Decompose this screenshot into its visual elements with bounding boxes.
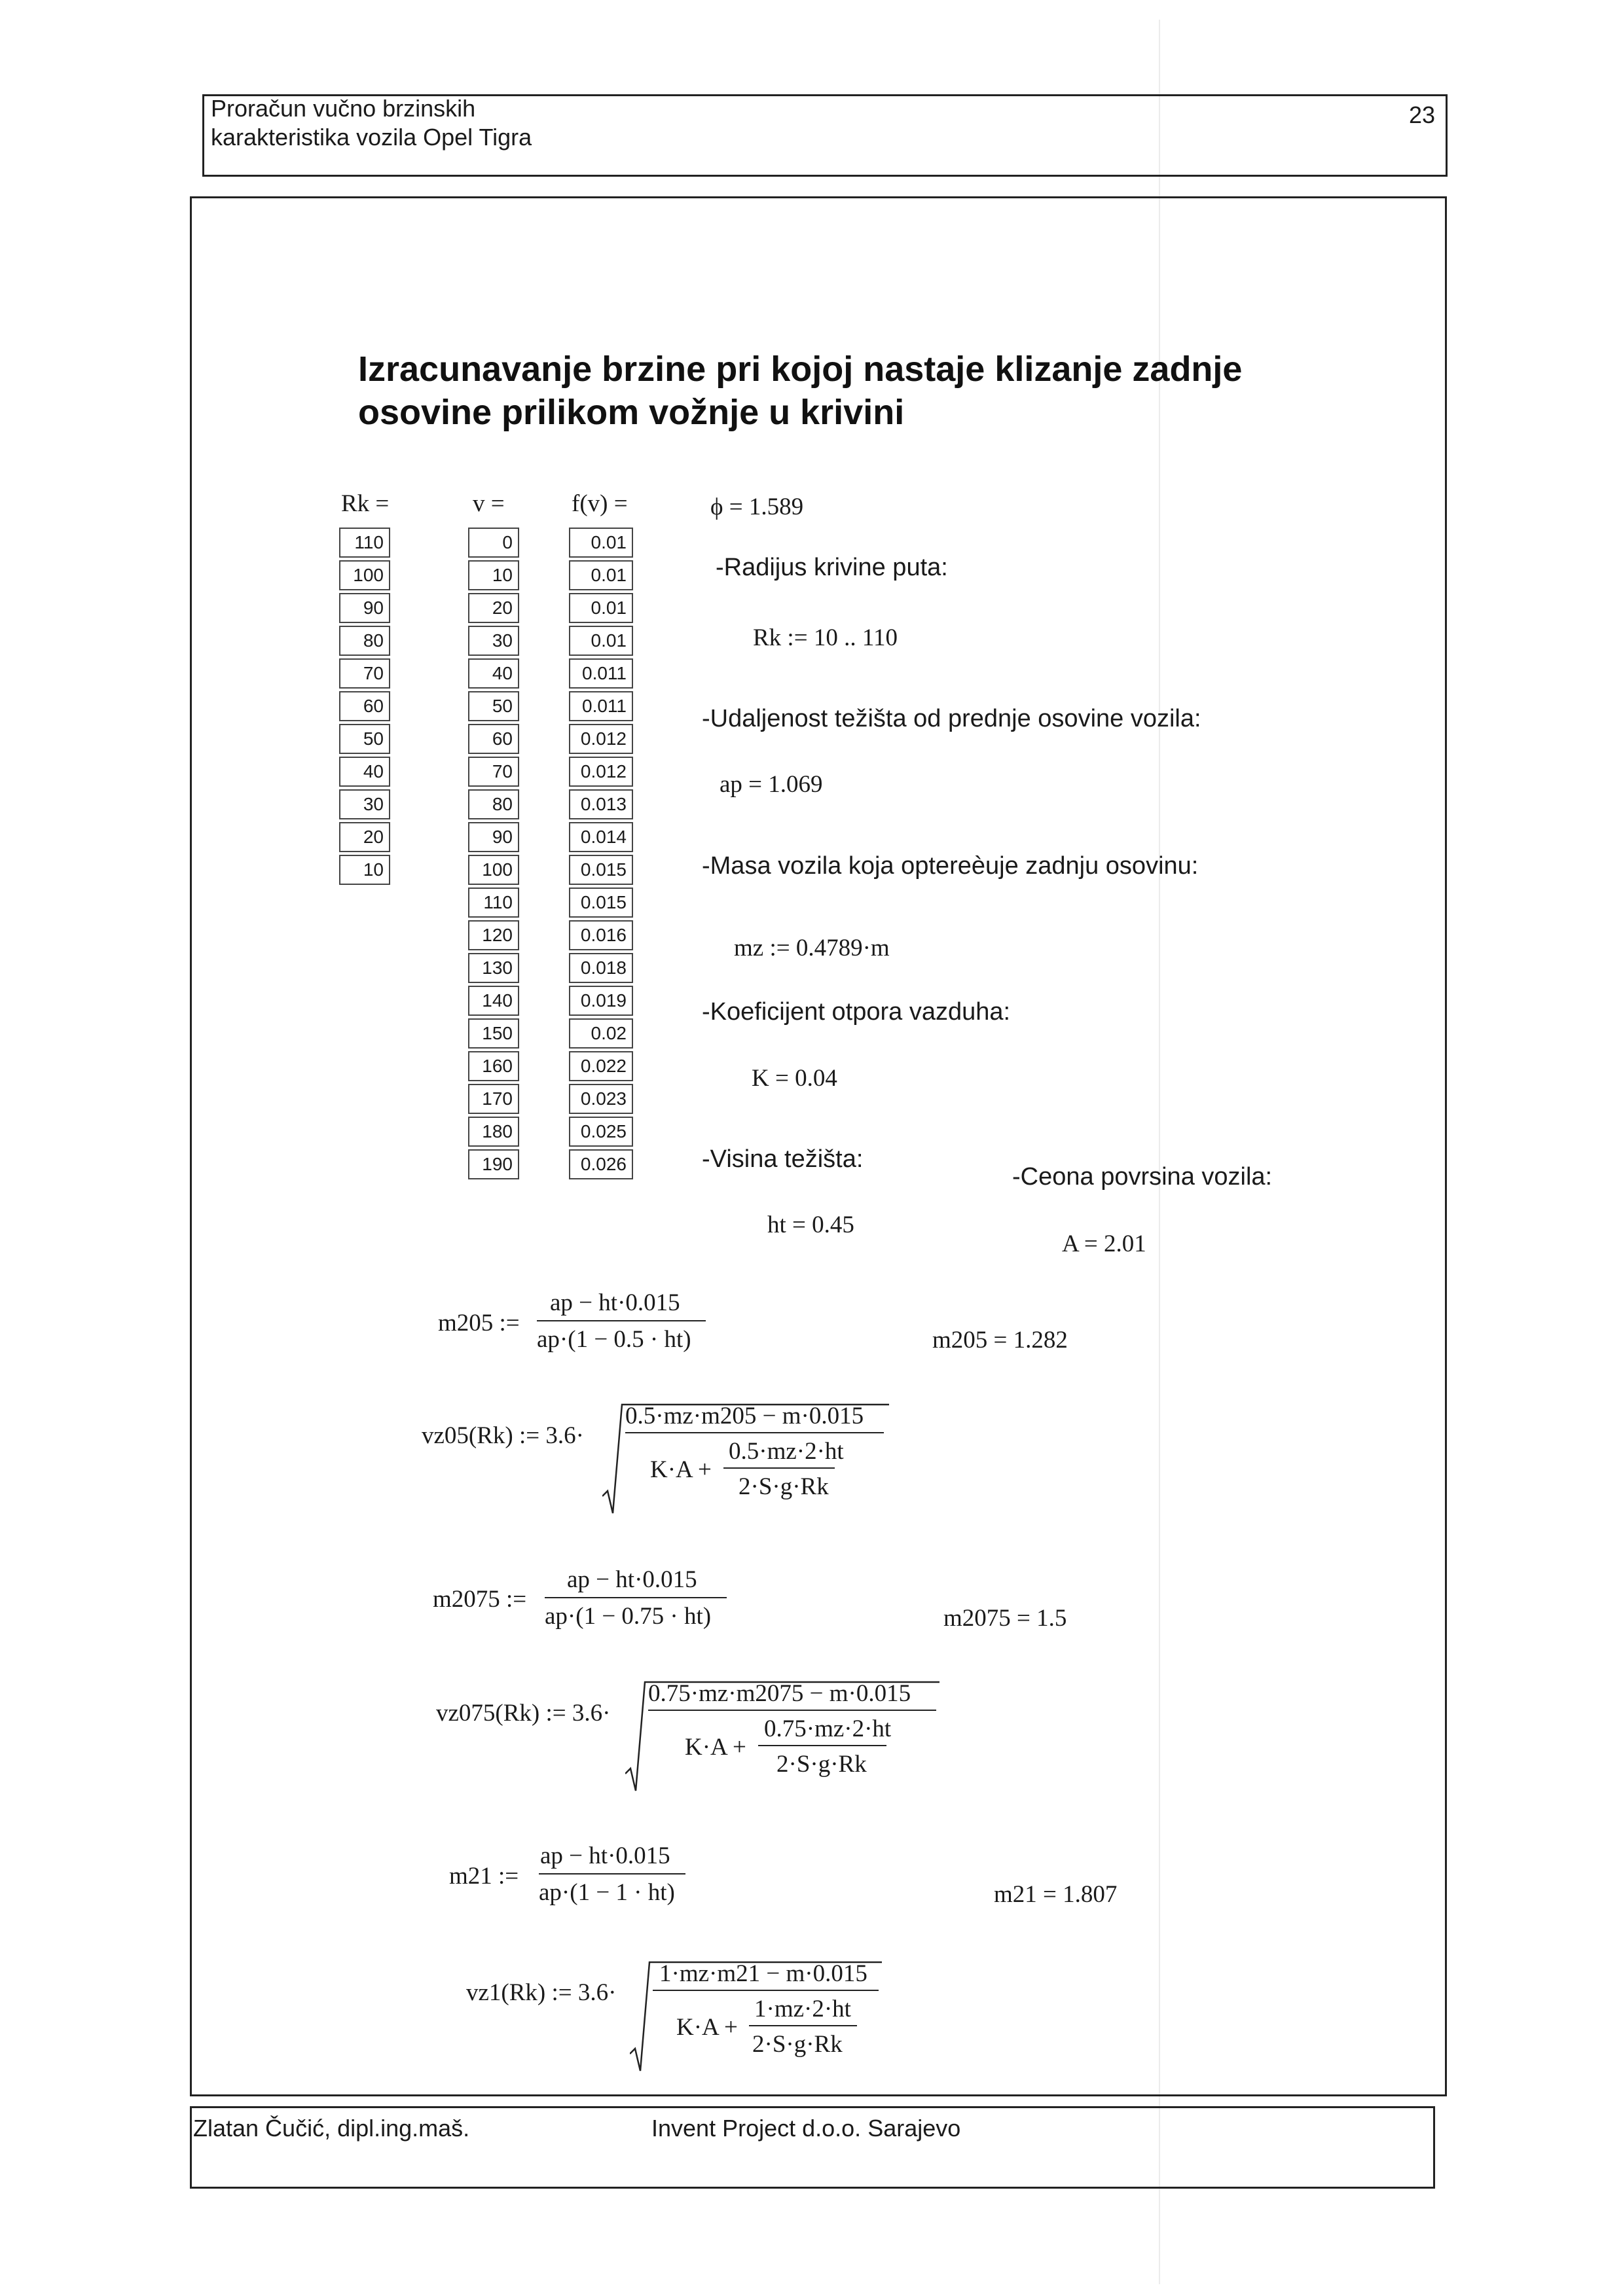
- table-cell: 0: [468, 528, 519, 558]
- table-cell: 120: [468, 920, 519, 950]
- ap-value: ap = 1.069: [720, 771, 823, 798]
- m21-numerator: ap − ht·0.015: [540, 1842, 670, 1869]
- table-cell: 100: [339, 560, 390, 590]
- m2075-fraction-bar: [545, 1597, 727, 1598]
- table-cell: 40: [468, 658, 519, 689]
- vz05-numerator: 0.5·mz·m205 − m·0.015: [625, 1403, 864, 1429]
- table-cell: 0.011: [569, 691, 633, 721]
- table-cell: 50: [468, 691, 519, 721]
- vz05-inner-numerator: 0.5·mz·2·ht: [729, 1438, 844, 1465]
- m2075-result: m2075 = 1.5: [943, 1605, 1067, 1632]
- table-cell: 170: [468, 1084, 519, 1114]
- table-cell: 160: [468, 1051, 519, 1081]
- vz075-inner-fraction-bar: [758, 1745, 886, 1746]
- vz1-lhs: vz1(Rk) := 3.6·: [466, 1979, 617, 2006]
- table-cell: 10: [468, 560, 519, 590]
- table-cell: 50: [339, 724, 390, 754]
- vz075-fraction: [648, 1679, 943, 1791]
- table-cell: 0.02: [569, 1018, 633, 1049]
- vz1-inner-numerator: 1·mz·2·ht: [754, 1996, 851, 2022]
- doc-title-line1: Proračun vučno brzinskih: [211, 95, 476, 122]
- m2075-fraction: [545, 1566, 735, 1638]
- table-cell: 70: [468, 757, 519, 787]
- table-cell: 0.015: [569, 855, 633, 885]
- vz075-denominator-term: K·A +: [685, 1734, 746, 1761]
- table-cell: 60: [468, 724, 519, 754]
- table-cell: 60: [339, 691, 390, 721]
- mass-label: -Masa vozila koja optereèuje zadnju osovinu:: [702, 852, 1199, 880]
- vz1-numerator: 1·mz·m21 − m·0.015: [659, 1960, 867, 1987]
- table-cell: 110: [339, 528, 390, 558]
- vz075-inner-denominator: 2·S·g·Rk: [776, 1751, 867, 1778]
- table-cell: 40: [339, 757, 390, 787]
- vz1-inner-denominator: 2·S·g·Rk: [752, 2031, 843, 2058]
- vz1-denominator-term: K·A +: [676, 2014, 738, 2041]
- table-cell: 90: [339, 593, 390, 623]
- table-cell: 0.013: [569, 789, 633, 819]
- table-cell: 30: [339, 789, 390, 819]
- table-cell: 0.025: [569, 1117, 633, 1147]
- table-cell: 0.01: [569, 560, 633, 590]
- m21-fraction-bar: [539, 1873, 685, 1874]
- table-cell: 0.01: [569, 528, 633, 558]
- table-cell: 20: [468, 593, 519, 623]
- table-cell: 0.019: [569, 986, 633, 1016]
- m205-fraction: [537, 1289, 707, 1361]
- m21-fraction: [539, 1842, 709, 1914]
- table-cell: 0.026: [569, 1149, 633, 1179]
- m205-lhs: m205 :=: [438, 1310, 520, 1336]
- footer-author: Zlatan Čučić, dipl.ing.maš.: [193, 2115, 470, 2142]
- vz05-inner-fraction-bar: [723, 1467, 835, 1469]
- table-cell: 0.01: [569, 593, 633, 623]
- table-cell: 110: [468, 888, 519, 918]
- m21-denominator: ap·(1 − 1 · ht): [539, 1879, 675, 1906]
- mz-definition: mz := 0.4789·m: [734, 935, 890, 961]
- a-value: A = 2.01: [1062, 1230, 1146, 1257]
- table-cell: 140: [468, 986, 519, 1016]
- page-number: 23: [1409, 101, 1436, 128]
- vz05-denominator-term: K·A +: [650, 1456, 712, 1483]
- table-cell: 0.022: [569, 1051, 633, 1081]
- table-cell: 0.012: [569, 724, 633, 754]
- m2075-denominator: ap·(1 − 0.75 · ht): [545, 1603, 712, 1630]
- vz05-inner-denominator: 2·S·g·Rk: [739, 1473, 829, 1500]
- phi-value: ϕ = 1.589: [710, 493, 804, 520]
- table-cell: 70: [339, 658, 390, 689]
- table-cell: 10: [339, 855, 390, 885]
- fv-table: [569, 528, 633, 1182]
- fv-table-label: f(v) =: [572, 490, 628, 517]
- frontal-area-label: -Ceona povrsina vozila:: [1012, 1163, 1273, 1191]
- vz075-fraction-bar: [648, 1710, 936, 1711]
- rk-table-label: Rk =: [341, 490, 390, 517]
- table-cell: 190: [468, 1149, 519, 1179]
- cg-height-label: -Visina težišta:: [702, 1145, 864, 1173]
- ht-value: ht = 0.45: [767, 1211, 854, 1238]
- radius-definition: Rk := 10 .. 110: [753, 624, 898, 651]
- table-cell: 20: [339, 822, 390, 852]
- vz075-inner-numerator: 0.75·mz·2·ht: [764, 1715, 892, 1742]
- vz1-inner-fraction-bar: [749, 2025, 857, 2026]
- vz1-fraction-bar: [653, 1990, 879, 1991]
- drag-coefficient-label: -Koeficijent otpora vazduha:: [702, 998, 1011, 1026]
- m2075-lhs: m2075 :=: [433, 1586, 527, 1613]
- m21-lhs: m21 :=: [449, 1863, 519, 1890]
- vz075-lhs: vz075(Rk) := 3.6·: [436, 1700, 611, 1727]
- table-cell: 80: [339, 626, 390, 656]
- v-table-label: v =: [473, 490, 505, 517]
- table-cell: 130: [468, 953, 519, 983]
- table-cell: 90: [468, 822, 519, 852]
- m205-fraction-bar: [537, 1320, 706, 1321]
- table-cell: 150: [468, 1018, 519, 1049]
- table-cell: 0.016: [569, 920, 633, 950]
- table-cell: 0.011: [569, 658, 633, 689]
- table-cell: 0.023: [569, 1084, 633, 1114]
- cg-distance-label: -Udaljenost težišta od prednje osovine vozila:: [702, 705, 1201, 732]
- table-cell: 100: [468, 855, 519, 885]
- table-cell: 0.018: [569, 953, 633, 983]
- table-cell: 80: [468, 789, 519, 819]
- m205-numerator: ap − ht·0.015: [550, 1289, 680, 1316]
- table-cell: 0.01: [569, 626, 633, 656]
- doc-title-line2: karakteristika vozila Opel Tigra: [211, 124, 532, 151]
- vz1-fraction: [653, 1960, 888, 2071]
- table-cell: 0.014: [569, 822, 633, 852]
- k-value: K = 0.04: [752, 1065, 837, 1092]
- vz05-fraction-bar: [625, 1432, 884, 1433]
- radius-label: -Radijus krivine puta:: [716, 554, 948, 581]
- m205-denominator: ap·(1 − 0.5 · ht): [537, 1326, 691, 1353]
- v-table: [468, 528, 519, 1182]
- section-title-line2: osovine prilikom vožnje u krivini: [358, 393, 905, 432]
- vz05-fraction: [625, 1402, 887, 1513]
- table-cell: 0.015: [569, 888, 633, 918]
- section-title-line1: Izracunavanje brzine pri kojoj nastaje klizanje zadnje: [358, 350, 1243, 389]
- footer-company: Invent Project d.o.o. Sarajevo: [651, 2115, 961, 2142]
- table-cell: 0.012: [569, 757, 633, 787]
- vz05-lhs: vz05(Rk) := 3.6·: [422, 1422, 584, 1449]
- table-cell: 180: [468, 1117, 519, 1147]
- rk-table: [339, 528, 390, 888]
- m21-result: m21 = 1.807: [994, 1881, 1118, 1908]
- table-cell: 30: [468, 626, 519, 656]
- m2075-numerator: ap − ht·0.015: [567, 1566, 697, 1593]
- m205-result: m205 = 1.282: [932, 1327, 1068, 1354]
- vz075-numerator: 0.75·mz·m2075 − m·0.015: [648, 1680, 911, 1707]
